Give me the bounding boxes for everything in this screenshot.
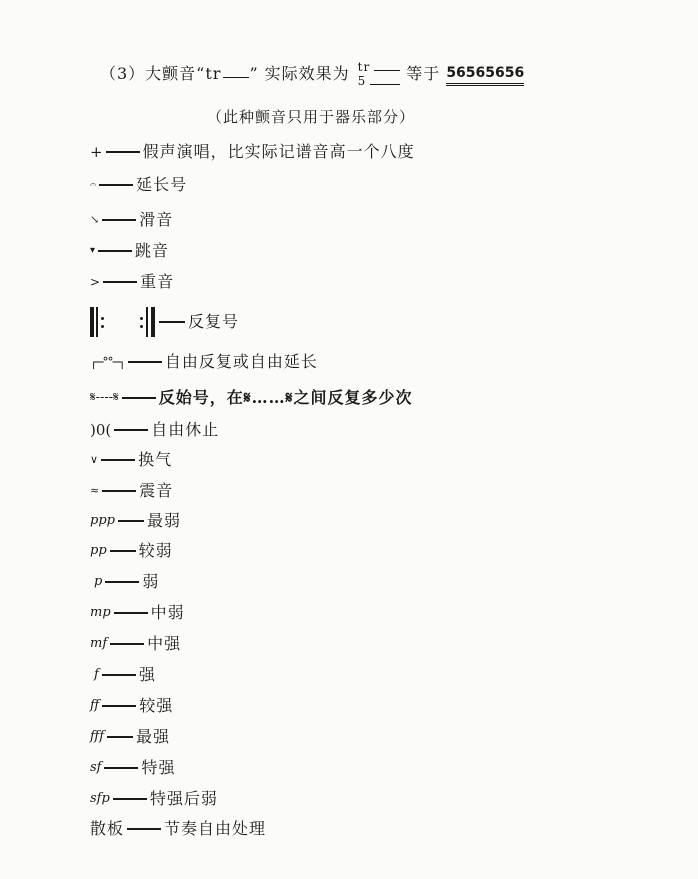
list-item [90,450,172,470]
item-label: 最强 [136,727,171,746]
header-mid: 实际效果为 [264,64,350,83]
wave-line-icon [223,71,249,78]
trill-stack [358,60,401,88]
list-item [90,696,173,716]
dash-divider [118,520,144,521]
list-item [90,241,169,261]
item-label: 换气 [138,450,173,469]
item-label: 节奏自由处理 [164,819,267,838]
item-label: 反复号 [188,312,240,331]
dash-divider [102,490,136,491]
free-repeat-icon: ┌─°°─┐ [90,355,125,369]
item-label: 最弱 [146,511,181,530]
dynamic-mark: sfp [90,791,110,806]
item-label: 较强 [139,696,174,715]
header-line [100,60,524,88]
list-item [90,272,174,292]
dash-divider [122,397,156,398]
item-symbol: + [90,143,103,161]
list-item [90,210,173,230]
dynamic-mark: p [94,574,103,589]
dash-divider [102,705,136,706]
item-label: 特强后弱 [149,789,218,808]
list-item [90,352,318,372]
dynamic-mark: sf [90,760,102,775]
list-item [90,420,219,440]
repeat-start-icon [90,307,108,337]
list-item [90,175,187,195]
dash-divider [159,321,185,322]
item-label: 强 [138,665,156,684]
list-item [90,758,176,778]
dash-divider [103,281,137,282]
item-label: 重音 [140,272,175,291]
list-item [90,142,415,162]
dash-divider [110,643,144,644]
header-note: （此种颤音只用于器乐部分） [207,108,416,126]
dynamic-mark: ff [90,698,100,713]
list-item [90,572,159,592]
dash-divider [127,828,161,829]
header-close-quote: ” [249,64,259,83]
list-item [90,306,239,338]
dash-divider [105,581,139,582]
breath-icon: ∨ [90,453,99,466]
item-label: 特强 [141,758,176,777]
item-label: 假声演唱，比实际记谱音高一个八度 [142,142,415,161]
list-item [90,819,266,839]
item-term: 散板 [90,819,125,838]
dynamic-mark: fff [90,729,105,744]
trill-top: tr [357,60,371,74]
item-label: 跳音 [135,241,170,260]
repeat-end-icon [138,307,156,337]
dynamic-mark: f [94,667,99,682]
list-item [90,634,181,654]
header-equals: 等于 [406,64,441,83]
item-label: 弱 [142,572,160,591]
list-item [90,789,218,809]
list-item [90,541,173,561]
dash-divider [113,798,147,799]
list-item [90,388,413,408]
dash-divider [106,151,140,152]
header-result: 56565656 [446,63,524,86]
dash-divider [98,250,132,251]
segno-icon: 𝄋----𝄋 [90,390,119,405]
item-label: 反始号，在𝄋……𝄋之间反复多少次 [158,388,413,407]
tremolo-icon: ≈ [90,484,100,497]
accent-icon: > [90,275,101,289]
item-label: 自由休止 [151,420,220,439]
dash-divider [101,459,135,460]
list-item [90,511,181,531]
dash-divider [102,219,136,220]
list-item [90,727,170,747]
dynamic-mark: mp [90,605,111,620]
trill-bottom: 5 [357,74,367,88]
dynamic-mark: mf [90,636,108,651]
dash-divider [114,612,148,613]
item-label: 震音 [139,481,174,500]
dash-divider [107,736,133,737]
list-item [90,603,185,623]
staccato-icon: ▾ [90,245,96,256]
dash-divider [128,361,162,362]
item-label: 中弱 [150,603,185,622]
item-label: 滑音 [139,210,174,229]
item-label: 中强 [147,634,182,653]
wave-line-icon [374,64,400,71]
glissando-icon: ↘ [90,213,100,226]
free-rest-icon: )0( [90,421,112,439]
dash-divider [102,674,136,675]
dynamic-mark: ppp [90,513,115,528]
wave-line-icon [370,78,400,85]
dash-divider [110,550,136,551]
header-prefix: （3）大颤音“tr [100,64,222,83]
list-item [90,665,156,685]
list-item [90,481,173,501]
fermata-icon: 𝄐 [90,178,97,191]
dash-divider [114,429,148,430]
dynamic-mark: pp [90,543,107,558]
dash-divider [104,767,138,768]
item-label: 较弱 [138,541,173,560]
item-label: 延长号 [136,175,188,194]
dash-divider [99,184,133,185]
item-label: 自由反复或自由延长 [164,352,318,371]
